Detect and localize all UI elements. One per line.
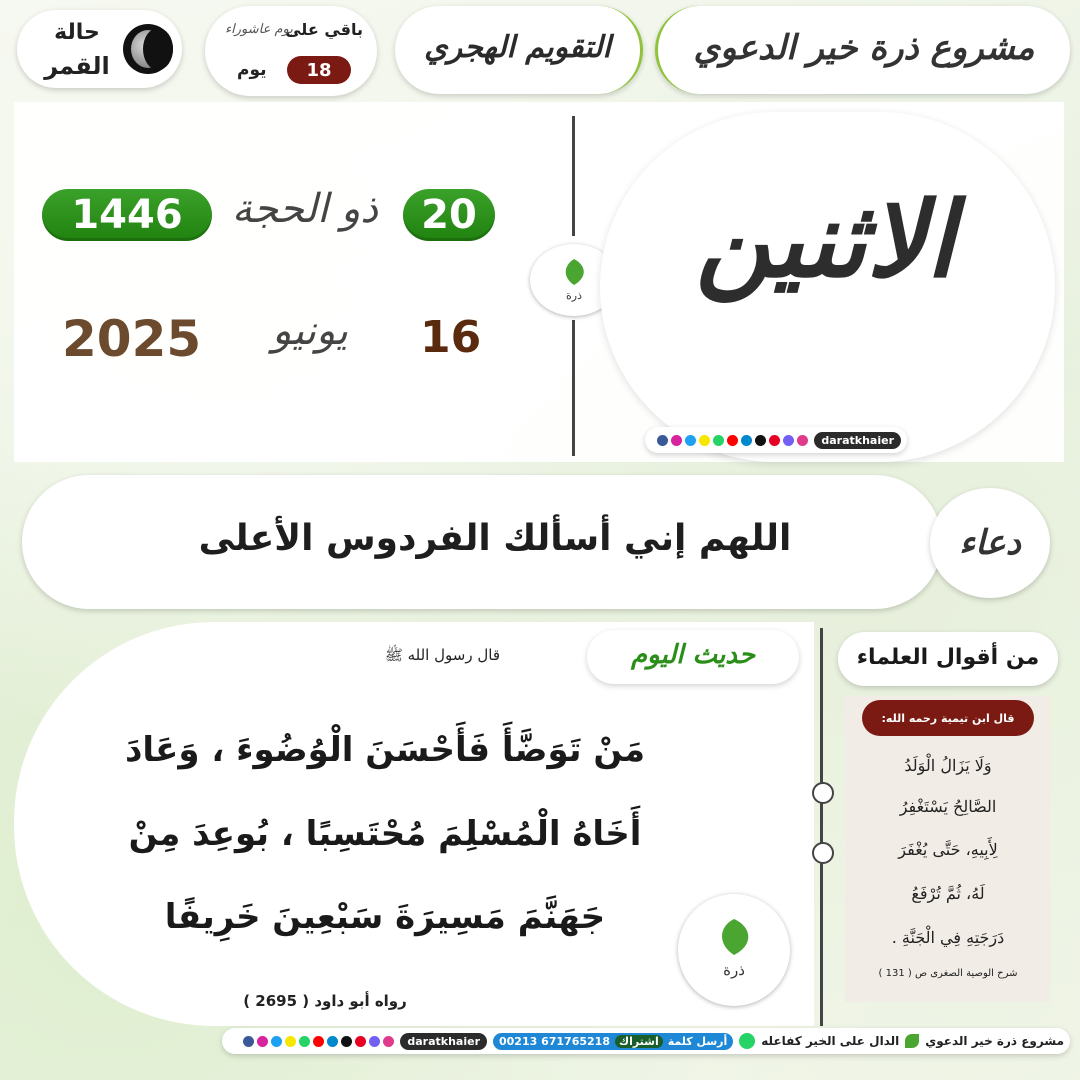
hijri-year: 1446	[71, 192, 183, 238]
moon-label-1: حالة	[54, 20, 100, 45]
facebook-icon[interactable]	[657, 435, 668, 446]
hijri-month: ذو الحجة	[231, 186, 379, 232]
telegram-icon[interactable]	[741, 435, 752, 446]
scholars-title-box	[838, 632, 1058, 686]
whatsapp-icon[interactable]	[739, 1033, 755, 1049]
scholar-line-4: لَهُ، ثُمَّ تُرْفَعُ	[911, 884, 985, 903]
youtube-icon[interactable]	[727, 435, 738, 446]
moon-label-2: القمر	[44, 52, 110, 80]
whatsapp-icon[interactable]	[299, 1036, 310, 1047]
project-title: مشروع ذرة خير الدعوي	[693, 28, 1035, 68]
days-badge	[287, 56, 351, 84]
footer-slogan: الدال على الخير كفاعله	[761, 1034, 900, 1048]
send-word: أرسل كلمة	[667, 1034, 728, 1048]
countdown-event: يوم عاشوراء	[225, 22, 293, 37]
days-unit: يوم	[237, 60, 267, 80]
weekday: الاثنين	[695, 178, 955, 301]
hijri-day-pill	[403, 189, 495, 241]
telegram-icon[interactable]	[327, 1036, 338, 1047]
scholar-author: قال ابن تيمية رحمه الله:	[881, 711, 1015, 725]
handle-top[interactable]: daratkhaier	[814, 432, 901, 449]
moon-phase-icon	[123, 24, 173, 74]
scholar-line-5: دَرَجَتِهِ فِي الْجَنَّةِ .	[891, 928, 1005, 947]
project-title-box	[655, 6, 1070, 94]
pinterest-icon[interactable]	[355, 1036, 366, 1047]
youtube-icon[interactable]	[313, 1036, 324, 1047]
greg-day: 16	[420, 312, 482, 363]
messenger-icon[interactable]	[797, 435, 808, 446]
scholar-line-3: لِأَبِيهِ، حَتَّى يُغْفَرَ	[898, 840, 998, 859]
leaf-icon	[704, 915, 764, 985]
scholar-line-2: الصَّالِحُ يَسْتَغْفِرُ	[899, 797, 997, 816]
handle-footer[interactable]: daratkhaier	[400, 1033, 487, 1050]
twitter-icon[interactable]	[271, 1036, 282, 1047]
days-count: 18	[306, 59, 332, 81]
hijri-year-pill	[42, 189, 212, 241]
center-divider-top	[572, 116, 575, 236]
scholars-title: من أقوال العلماء	[856, 645, 1040, 670]
center-divider-bottom	[572, 320, 575, 456]
viber-icon[interactable]	[369, 1036, 380, 1047]
moon-status-box	[17, 10, 182, 88]
dua-badge	[930, 488, 1050, 598]
svg-text:ذرة: ذرة	[723, 961, 745, 979]
social-icons-top	[657, 435, 808, 446]
greg-month: يونيو	[272, 308, 348, 354]
footer-bar	[222, 1028, 1070, 1054]
social-strip-top	[645, 427, 907, 453]
footer-project: مشروع ذرة خير الدعوي	[925, 1034, 1064, 1048]
phone-number: 00213 671765218	[499, 1034, 610, 1048]
hadith-line-2: أَخَاهُ الْمُسْلِمَ مُحْتَسِبًا ، بُوعِدَ مِنْ	[128, 814, 642, 854]
subscribe-tag: اشتراك	[615, 1035, 663, 1048]
leaf-icon	[905, 1034, 919, 1048]
phone-pill[interactable]	[493, 1033, 733, 1050]
brand-logo-large	[678, 894, 790, 1006]
snapchat-icon[interactable]	[699, 435, 710, 446]
hadith-title-box	[587, 630, 799, 684]
countdown-prefix: باقي على	[285, 20, 363, 39]
instagram-icon[interactable]	[671, 435, 682, 446]
hadith-intro: قال رسول الله ﷺ	[384, 646, 500, 664]
scholar-source: شرح الوصية الصغرى ص ( 131 )	[878, 968, 1018, 979]
dua-text: اللهم إني أسألك الفردوس الأعلى	[198, 518, 792, 559]
twitter-icon[interactable]	[685, 435, 696, 446]
tiktok-icon[interactable]	[341, 1036, 352, 1047]
social-icons-footer	[243, 1036, 394, 1047]
ornament-knot-1	[812, 782, 834, 804]
ornament-knot-2	[812, 842, 834, 864]
scholar-author-pill	[862, 700, 1034, 736]
hadith-title: حديث اليوم	[630, 640, 756, 670]
whatsapp-icon[interactable]	[713, 435, 724, 446]
greg-year: 2025	[62, 310, 202, 368]
hadith-line-3: جَهَنَّمَ مَسِيرَةَ سَبْعِينَ خَرِيفًا	[164, 897, 606, 937]
calendar-title-box	[395, 6, 643, 94]
facebook-icon[interactable]	[243, 1036, 254, 1047]
countdown-box	[205, 6, 377, 96]
tiktok-icon[interactable]	[755, 435, 766, 446]
svg-text:ذرة: ذرة	[566, 289, 582, 302]
hadith-line-1: مَنْ تَوَضَّأَ فَأَحْسَنَ الْوُضُوءَ ، وَعَادَ	[124, 730, 646, 770]
hijri-day: 20	[421, 192, 477, 238]
scholar-line-1: وَلَا يَزَالُ الْوَلَدُ	[904, 756, 992, 775]
leaf-icon	[552, 255, 596, 305]
hadith-source: رواه أبو داود ( 2695 )	[243, 992, 407, 1010]
messenger-icon[interactable]	[383, 1036, 394, 1047]
instagram-icon[interactable]	[257, 1036, 268, 1047]
ornament-divider	[820, 628, 823, 1026]
pinterest-icon[interactable]	[769, 435, 780, 446]
snapchat-icon[interactable]	[285, 1036, 296, 1047]
viber-icon[interactable]	[783, 435, 794, 446]
dua-badge-label: دعاء	[959, 523, 1021, 563]
calendar-title: التقويم الهجري	[424, 30, 611, 65]
